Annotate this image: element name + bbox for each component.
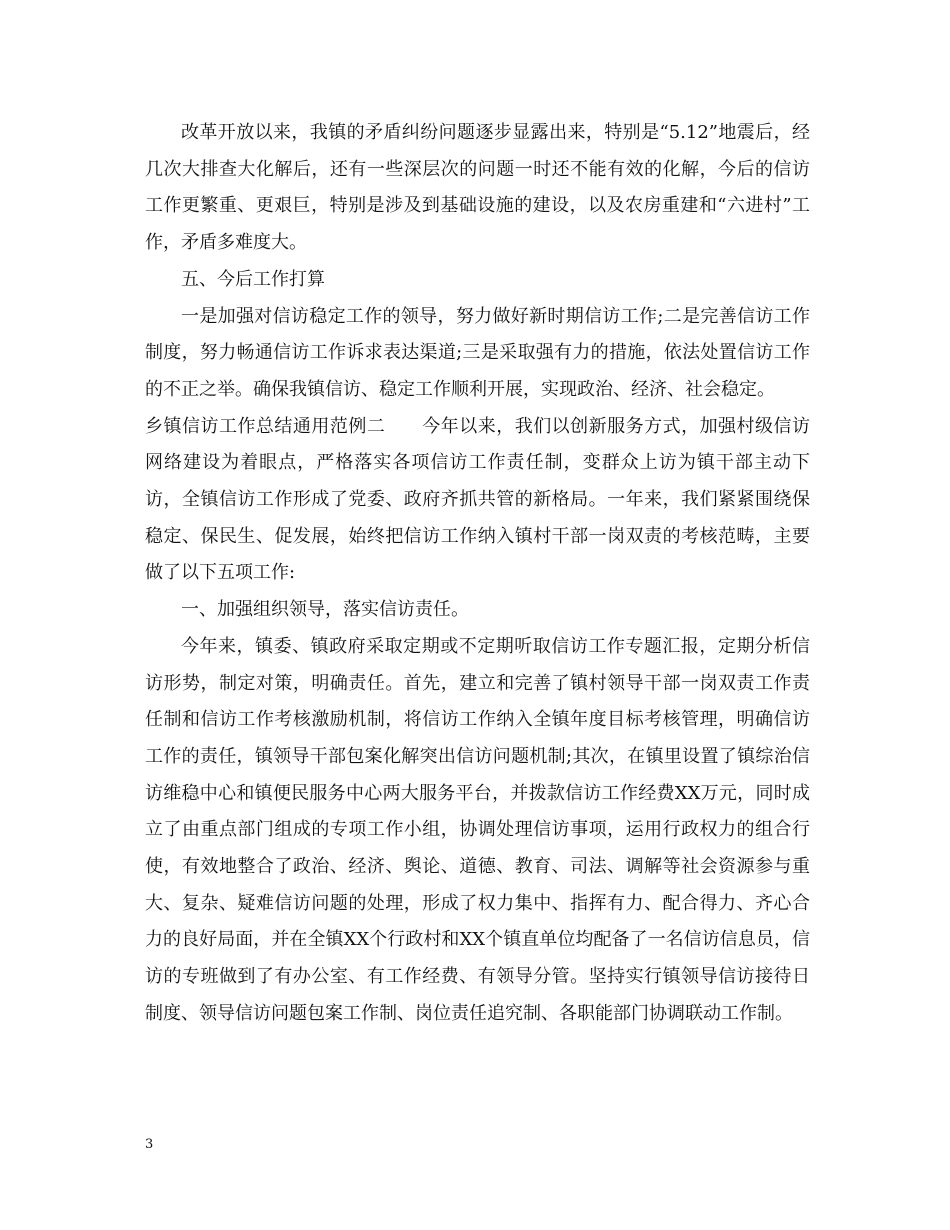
document-body	[145, 115, 810, 1033]
paragraph-organization-details: 今年来，镇委、镇政府采取定期或不定期听取信访工作专题汇报，定期分析信访形势，制定对策，明确责任。首先，建立和完善了镇村领导干部一岗双责工作责任制和信访工作考核激励机制，将信访工作纳入全镇年度目标考核管理，明确信访工作的责任，镇领导干部包案化解突出信访问题机制;其次，在镇里设置了镇综治信访维稳中心和镇便民服务中心两大服务平台，并拨款信访工作经费XX万元，同时成立了由重点部门组成的专项工作小组，协调处理信访事项，运用行政权力的组合行使，有效地整合了政治、经济、舆论、道德、教育、司法、调解等社会资源参与重大、复杂、疑难信访问题的处理，形成了权力集中、指挥有力、配合得力、齐心合力的良好局面，并在全镇XX个行政村和XX个镇直单位均配备了一名信访信息员，信访的专班做到了有办公室、有工作经费、有领导分管。坚持实行镇领导信访接待日制度、领导信访问题包案工作制、岗位责任追究制、各职能部门协调联动工作制。	[145, 635, 810, 1024]
section-heading-future-plans: 五、今后工作打算	[181, 268, 325, 290]
section-heading-organization: 一、加强组织领导，落实信访责任。	[181, 599, 469, 621]
paragraph-reform: 改革开放以来，我镇的矛盾纠纷问题逐步显露出来，特别是“5.12”地震后，经几次大排查大化解后，还有一些深层次的问题一时还不能有效的化解，今后的信访工作更繁重、更艰巨，特别是涉及到基础设施的建设，以及农房重建和“六进村”工作，矛盾多难度大。	[145, 122, 810, 254]
paragraph-example-two: 乡镇信访工作总结通用范例二 今年以来，我们以创新服务方式，加强村级信访网络建设为着眼点，严格落实各项信访工作责任制，变群众上访为镇干部主动下访，全镇信访工作形成了党委、政府齐抓共管的新格局。一年来，我们紧紧围绕保稳定、保民生、促发展，始终把信访工作纳入镇村干部一岗双责的考核范畴，主要做了以下五项工作:	[145, 415, 810, 584]
paragraph-plans: 一是加强对信访稳定工作的领导，努力做好新时期信访工作;二是完善信访工作制度，努力畅通信访工作诉求表达渠道;三是采取强有力的措施，依法处置信访工作的不正之举。确保我镇信访、稳定工作顺利开展，实现政治、经济、社会稳定。	[145, 305, 810, 400]
page-number: 3	[145, 1137, 154, 1152]
